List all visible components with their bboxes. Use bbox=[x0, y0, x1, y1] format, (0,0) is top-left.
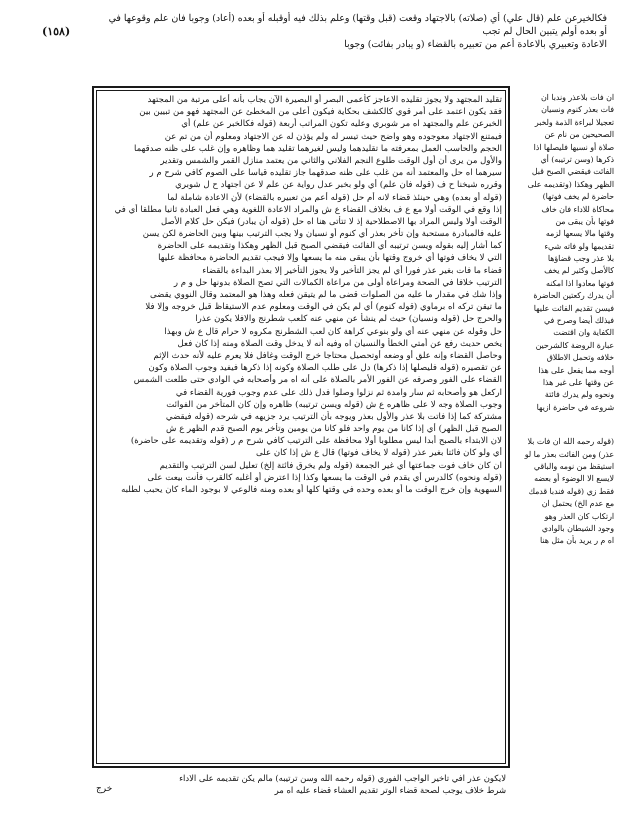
text-line: فيسن تقديم الفائت عليها bbox=[533, 303, 614, 313]
text-line: عن تقصيره (قوله فليصلها إذا ذكرها) دل على طلب الصلاة وكونه إذا ذكرها فيفيد وجوب الصلاة وكون bbox=[148, 363, 502, 374]
text-line: يخص حديث رفع عن أمتي الخطأ والنسيان اه وفيه أنه لا يدخل وقت الصلاة ومنه إذا كان فعل bbox=[177, 338, 502, 349]
text-line: تقديمها ولو فاته شيء bbox=[544, 241, 614, 251]
text-line: سيرهما اه حل والمعتمد أنه من غلب على ظنه صدقهما جاز تقليده قياسا على الصوم كافي شرح م ر bbox=[149, 168, 502, 179]
text-line: ما تيقن تركه اه برماوي (قوله كنوم) أي لم يكن في الوقت ومعلوم عدم الاستيقاظ قبل خروجه وإلا فلا bbox=[145, 302, 502, 313]
text-line: عن وقتها على غير هذا bbox=[542, 377, 614, 387]
text-line: وقتها مالا يسعها لزمه bbox=[545, 229, 614, 239]
text-line: فات بعذر كنوم ونسيان bbox=[541, 105, 614, 115]
text-line: شرط خلاف يوجب لصحة قضاء الوتر تقديم العشاء قضاء عليه اه مر bbox=[274, 785, 506, 795]
text-line: صلاة أو نسيها فليصلها اذا bbox=[533, 142, 614, 152]
text-line: (قوله رحمه الله ان فات بلا bbox=[527, 437, 614, 447]
right-margin-text bbox=[514, 92, 614, 764]
text-line: لان الابتداء بالصبح أبدا ليس مطلوبا أولا محافظة على الترتيب كافي شرح م ر (قوله وتقديمه على حاضرة) bbox=[130, 436, 502, 447]
text-line: التي لا يخاف فوتها أي خروج وقتها بأن يبقى منه ما يسعها وإلا فيجب تقديم الحاضرة محافظة عليها bbox=[158, 253, 502, 264]
text-line: خلافه وتحمل الاطلاق bbox=[546, 353, 614, 363]
text-line: لايكون عذر افي تاخير الواجب الفوري (قوله رحمه الله وسن ترتيبه) مالم يكن تقديمه على الاداء bbox=[179, 773, 506, 783]
text-line: تقليد المجتهد ولا يجوز تقليده الاعاجز كأعمى البصر أو البصيرة الآن يجاب بأنه أعلى مرتبة من المجتهد bbox=[147, 95, 502, 105]
text-line: فوتها بأن يبقى من bbox=[555, 216, 614, 226]
text-line: اركعل هو وأصحابه ثم سار وامدة ثم نزلوا وصلوا فدل ذلك على عدم وجوب فورية القضاء في bbox=[175, 387, 502, 398]
text-line: فقد يكون اعتمد على أمر قوي كالكشف بحكاية فيكون أعلى من المخطئ عن المجتهد فهو من تبيين بين bbox=[139, 107, 502, 118]
text-line: استيقظ من نومه والباقي bbox=[533, 461, 614, 471]
text-line: مشتركة كما إذا فاتت بلا عذر والأول بعذر ويوجه بأن الترتيب يرد جزيهه في شرحه (قوله فيقضي bbox=[165, 411, 502, 422]
main-commentary-text bbox=[100, 94, 502, 760]
folio-number: (١٥٨) bbox=[42, 25, 71, 39]
text-line: كالأصل وكثير لم يخف bbox=[544, 266, 614, 276]
text-line: أي ولو كان فائتا بغير عذر (قوله لا يخاف فوتها) قال ع ش إذا كان على bbox=[255, 448, 502, 459]
text-line: كما أشار إليه بقوله ويسن ترتيبه أي الفائت فيقضي الصبح قبل الظهر وهكذا وتقديمه على الحاضرة bbox=[157, 241, 502, 252]
text-line: (قوله أو بعده) وهي حينئذ قضاء لانه أم حل (قوله أعم من تعبيره بالقضاء) لأن الاعادة شاملة لما bbox=[167, 192, 502, 203]
text-line: والأول من يرى أن أول الوقت طلوع النجم الفلاني والثاني من يعتمد منازل القمر والشمس وتقدير bbox=[160, 155, 502, 166]
text-line: محاكاة للاداء فان خاف bbox=[541, 204, 614, 214]
text-line: السهوية وإن خرج الوقت ما أو بعده وحده في وقتها كلها أو بعده ومنه فالوعي لا بوجود الماء كان يحبب لطلبه bbox=[121, 485, 502, 495]
text-line: الظهر وهكذا (وتقديمه على bbox=[527, 179, 614, 189]
margin-gap bbox=[514, 414, 614, 436]
text-line: فوتها معادوا اذا امكنه bbox=[545, 278, 614, 288]
text-line: إذا وقع في الوقت أولا مع ع ف بخلاف القضاء ع ش والمراد الاعادة اللغوية وهي فعل العبادة ثانيا مطلقا أي في bbox=[114, 204, 502, 215]
header-line: الاعادة وتعبيري بالاعادة أعم من تعبيره بالقضاء (و يبادر بفائت) وجوبا bbox=[344, 39, 607, 51]
text-line: (قوله ونحوه) كالدرس أي يقدم في الوقت ما يسعها وكذا إذا اعترض أو أغلبه كالقرب فأنت بيعت على bbox=[147, 472, 502, 483]
text-line: الفائت فيقضي الصبح قبل bbox=[531, 167, 614, 177]
text-line: شروعه في حاضرة ازيها bbox=[536, 402, 614, 412]
text-line: فيذلك أيضا وصرح في bbox=[544, 316, 614, 326]
text-line: حل وقوله عن منهي عنه أي ولو بنوعي كراهة كان لعب الشطرنج مكروه لا حرام قال ع ش وبهذا bbox=[164, 326, 502, 337]
text-line: حاضرة لم يخف فوتها) bbox=[542, 192, 614, 202]
text-line: عليه فالمبادرة مستحبة وإن تأخر بعذر أي كنوم أو نسيان ولا يجب الترتيب بينها وبين الحاضرة لكن يسن bbox=[142, 229, 502, 240]
text-line: تعجيلا لبراءة الذمة ولخبر bbox=[534, 117, 614, 127]
text-line: القضاء على الفور وصرفه عن الفور الأمر بالصلاة على أنه اه مر وأصحابه في الوادي حتى طلعت الشمس bbox=[133, 375, 502, 386]
text-line: الصبح قبل الظهر) أي إذا كانا من يوم واحد فلو كانا من يومين وتأخر يوم الصبح قدم الظهر ع ش bbox=[165, 424, 502, 435]
text-line: أن يدرك ركعتين الحاضرة bbox=[533, 291, 614, 301]
text-line: ونحوه ولم يدرك فائتة bbox=[544, 390, 614, 400]
text-line: وجوب الصلاة وجه لا على ظاهره ع ش (قوله ويسن ترتيبه) ظاهره وإن كان المتأخر من الفوائت bbox=[166, 399, 502, 410]
page-header bbox=[36, 12, 607, 84]
text-line: مع عدم الخ) يحتمل ان bbox=[541, 499, 614, 509]
header-line: فكالخيرعن علم (قال علي) أي (صلاته) بالاجتهاد وقعت (قبل وقتها) وعلم بذلك فيه أوقبله أو بعده (أعاد) وجوبا فان علم وقوعها في bbox=[108, 13, 607, 24]
text-line: لايسع الا الوضوء أو بعضه bbox=[534, 474, 614, 484]
catchword: خرج bbox=[96, 784, 113, 794]
text-line: ذكرها (وسن ترتيبه) أي bbox=[540, 154, 614, 164]
text-line: الحجم والحاسب العمل بمعرفته ما تقليدهما وليس لغيرهما تقليد هما وظاهره وإن غلب على ظنه صدقهما bbox=[134, 143, 502, 154]
header-line-text: أو بعده أولم يتبين الحال لم تجب bbox=[482, 26, 607, 38]
text-line: والحرج حل (قوله ونسيان) حيث لم ينشأ عن منهي عنه كلعب شطرنج والافلا يكون عذرا bbox=[195, 314, 502, 325]
text-line: وجود الشيطان بالوادي bbox=[541, 523, 614, 533]
text-line: عبارة الروضة كالشرحين bbox=[535, 340, 614, 350]
text-line: ان كان خاف فوت جماعتها أي غير الجمعة (قوله ولم يخرق فائتة إلخ) تعليل لسن الترتيب والتقديم bbox=[159, 460, 502, 471]
text-line: الخبرعن علم والمجتهد اه مر شوبري وعليه تكون المراتب أربعة (قوله فكالخبر عن علم) أي bbox=[181, 119, 502, 130]
text-line: الترتيب خلافا في الصحة ومراعاة أولى من مراعاة الكمالات التي تصح الصلاة بدونها حل و م ر bbox=[173, 277, 502, 288]
text-line: بلا عذر وجب قضاؤها bbox=[547, 254, 614, 264]
text-line: ان فات بلاعذر وندبا ان bbox=[540, 93, 614, 102]
text-line: قضاء ما فات بغير عذر فورا أي لم يجز التأخير ولا يجوز التأخير إلا بعذر البداءة بالقضاء bbox=[202, 265, 502, 276]
text-line: أوجه مما يفعل على هذا bbox=[538, 365, 614, 375]
text-line: الصحيحين من نام عن bbox=[544, 130, 614, 140]
text-line: ارتكاب كان العذر وهو bbox=[544, 511, 614, 521]
text-line: فقط زي (قوله فندبا قدمك bbox=[528, 486, 614, 496]
text-line: الوقت أولا وليس المراد بها الاصطلاحية إذ لا تتأتى هنا اه حل (قوله أن يبادر) فيكن حل كلام الأصل bbox=[160, 216, 502, 227]
text-line: عذر) ومن الفائت بعذر ما لو bbox=[524, 449, 614, 459]
text-line: وقرره شيخنا ح ف (قوله فان علم) أي ولو بخبر عدل رواية عن علم لا عن اجتهاد ح ل شوبري bbox=[175, 180, 502, 191]
bottom-note-text bbox=[96, 772, 506, 802]
text-line: وحاصل القضاء وإنه علق أو وضعه أوتحصيل محتاجا خرج الوقت وغافل فلا يعرم عليه لأنه حدث الإثم bbox=[153, 350, 502, 361]
text-line: وإذا شك في مقدار ما عليه من الصلوات قضى ما لم يتيقن فعله وهذا هو المعتمد وقال النووي يقضى bbox=[150, 290, 502, 300]
text-line: فيمتنع الاجتهاد معوجوده وهو واضح حيث تيسر له ولم يؤذن له عن الاجتهاد ومعلوم أن من تم عن bbox=[164, 131, 502, 142]
text-line: اه م ر يريد بأن مثل هنا bbox=[540, 536, 614, 546]
header-line bbox=[36, 25, 607, 38]
text-line: الكفاية وان اقتضت bbox=[553, 328, 614, 338]
